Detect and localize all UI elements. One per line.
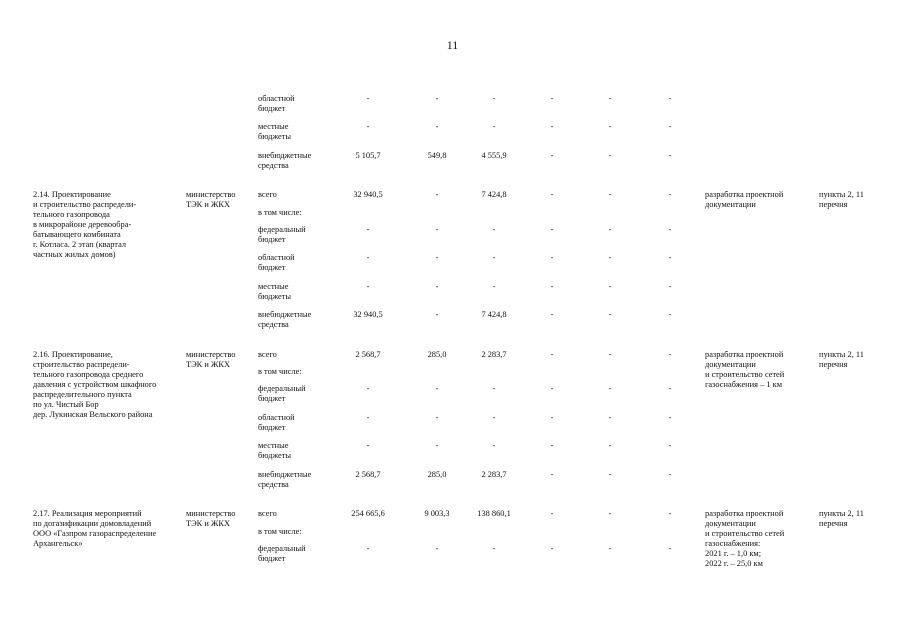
value-cell: -	[366, 122, 370, 131]
value-cell: -	[668, 310, 672, 319]
value-cell: -	[668, 94, 672, 103]
value-cell: -	[608, 122, 612, 131]
funding-source: всего	[258, 190, 277, 199]
value-cell: -	[366, 94, 370, 103]
value-cell: -	[366, 225, 370, 234]
funding-source: всего	[258, 509, 277, 518]
value-cell: -	[366, 441, 370, 450]
funding-source: внебюджетные средства	[258, 151, 312, 170]
value-cell: -	[366, 544, 370, 553]
funding-source: в том числе:	[258, 527, 302, 536]
executor: министерство ТЭК и ЖКХ	[186, 190, 236, 209]
value-cell: -	[435, 544, 439, 553]
value-cell: 2 568,7	[355, 350, 381, 359]
reference: пункты 2, 11 перечня	[819, 190, 864, 209]
value-cell: -	[608, 384, 612, 393]
value-cell: -	[550, 151, 554, 160]
value-cell: 2 283,7	[481, 470, 507, 479]
value-cell: 138 860,1	[477, 509, 511, 518]
value-cell: 285,0	[427, 350, 447, 359]
value-cell: -	[435, 413, 439, 422]
value-cell: 9 003,3	[424, 509, 450, 518]
expected-result: разработка проектной документации и строительство сетей газоснабжения: 2021 г. – 1,0 км; 2022 г. – 25,0 км	[705, 509, 785, 568]
value-cell: -	[366, 384, 370, 393]
value-cell: 254 665,6	[351, 509, 385, 518]
value-cell: -	[550, 441, 554, 450]
executor: министерство ТЭК и ЖКХ	[186, 350, 236, 369]
value-cell: -	[366, 282, 370, 291]
value-cell: -	[550, 384, 554, 393]
value-cell: -	[608, 544, 612, 553]
value-cell: -	[366, 413, 370, 422]
reference: пункты 2, 11 перечня	[819, 509, 864, 528]
value-cell: -	[550, 253, 554, 262]
value-cell: -	[492, 282, 496, 291]
value-cell: -	[608, 413, 612, 422]
executor: министерство ТЭК и ЖКХ	[186, 509, 236, 528]
value-cell: -	[668, 350, 672, 359]
value-cell: -	[668, 282, 672, 291]
value-cell: -	[435, 225, 439, 234]
value-cell: -	[668, 509, 672, 518]
funding-source: внебюджетные средства	[258, 310, 312, 329]
value-cell: -	[668, 384, 672, 393]
value-cell: -	[550, 94, 554, 103]
reference: пункты 2, 11 перечня	[819, 350, 864, 369]
value-cell: -	[435, 122, 439, 131]
value-cell: -	[550, 470, 554, 479]
value-cell: -	[492, 384, 496, 393]
value-cell: 285,0	[427, 470, 447, 479]
value-cell: -	[668, 544, 672, 553]
value-cell: -	[608, 470, 612, 479]
expected-result: разработка проектной документации	[705, 190, 784, 209]
value-cell: -	[550, 122, 554, 131]
value-cell: -	[550, 509, 554, 518]
value-cell: -	[550, 413, 554, 422]
value-cell: -	[668, 151, 672, 160]
value-cell: -	[550, 310, 554, 319]
funding-source: местные бюджеты	[258, 282, 292, 301]
funding-source: областной бюджет	[258, 94, 295, 113]
value-cell: 32 940,5	[353, 310, 383, 319]
value-cell: -	[435, 190, 439, 199]
value-cell: 32 940,5	[353, 190, 383, 199]
measure-name: 2.16. Проектирование, строительство распредели- тельного газопровода среднего давления с устройством шкафного распределительного пункта по ул. Чистый Бор дер. Лукинская Вельского района	[33, 350, 157, 419]
value-cell: -	[668, 470, 672, 479]
funding-source: в том числе:	[258, 367, 302, 376]
funding-source: местные бюджеты	[258, 122, 292, 141]
funding-source: областной бюджет	[258, 253, 295, 272]
measure-name: 2.17. Реализация мероприятий по догазификации домовладений ООО «Газпром газораспределение Архангельск»	[33, 509, 157, 548]
value-cell: -	[435, 310, 439, 319]
value-cell: 2 283,7	[481, 350, 507, 359]
funding-source: федеральный бюджет	[258, 384, 306, 403]
value-cell: -	[668, 225, 672, 234]
value-cell: -	[668, 190, 672, 199]
value-cell: -	[550, 190, 554, 199]
funding-source: в том числе:	[258, 208, 302, 217]
value-cell: -	[668, 122, 672, 131]
value-cell: -	[492, 122, 496, 131]
value-cell: -	[550, 350, 554, 359]
value-cell: -	[668, 253, 672, 262]
value-cell: -	[608, 190, 612, 199]
value-cell: 2 568,7	[355, 470, 381, 479]
value-cell: -	[550, 225, 554, 234]
value-cell: -	[608, 94, 612, 103]
value-cell: 7 424,8	[481, 310, 507, 319]
value-cell: -	[608, 350, 612, 359]
value-cell: -	[668, 413, 672, 422]
value-cell: -	[492, 225, 496, 234]
value-cell: -	[550, 282, 554, 291]
value-cell: -	[608, 310, 612, 319]
value-cell: -	[492, 441, 496, 450]
funding-source: внебюджетные средства	[258, 470, 312, 489]
expected-result: разработка проектной документации и строительство сетей газоснабжения – 1 км	[705, 350, 785, 389]
value-cell: 549,8	[427, 151, 447, 160]
value-cell: -	[608, 225, 612, 234]
funding-source: всего	[258, 350, 277, 359]
value-cell: 7 424,8	[481, 190, 507, 199]
measure-name: 2.14. Проектирование и строительство распредели- тельного газопровода в микрорайоне деревообра- батывающего комбината г. Котласа. 2 этап (квартал частных жилых домов)	[33, 190, 137, 259]
value-cell: -	[608, 282, 612, 291]
value-cell: -	[550, 544, 554, 553]
funding-source: федеральный бюджет	[258, 544, 306, 563]
value-cell: -	[435, 282, 439, 291]
value-cell: -	[608, 151, 612, 160]
value-cell: -	[608, 253, 612, 262]
value-cell: -	[492, 253, 496, 262]
value-cell: -	[366, 253, 370, 262]
value-cell: -	[668, 441, 672, 450]
funding-source: местные бюджеты	[258, 441, 292, 460]
value-cell: -	[608, 441, 612, 450]
value-cell: -	[492, 94, 496, 103]
value-cell: -	[435, 441, 439, 450]
page-number: 11	[446, 38, 459, 52]
value-cell: -	[608, 509, 612, 518]
funding-source: областной бюджет	[258, 413, 295, 432]
value-cell: 5 105,7	[355, 151, 381, 160]
value-cell: -	[492, 544, 496, 553]
funding-source: федеральный бюджет	[258, 225, 306, 244]
value-cell: 4 555,9	[481, 151, 507, 160]
value-cell: -	[435, 253, 439, 262]
value-cell: -	[435, 94, 439, 103]
value-cell: -	[492, 413, 496, 422]
value-cell: -	[435, 384, 439, 393]
